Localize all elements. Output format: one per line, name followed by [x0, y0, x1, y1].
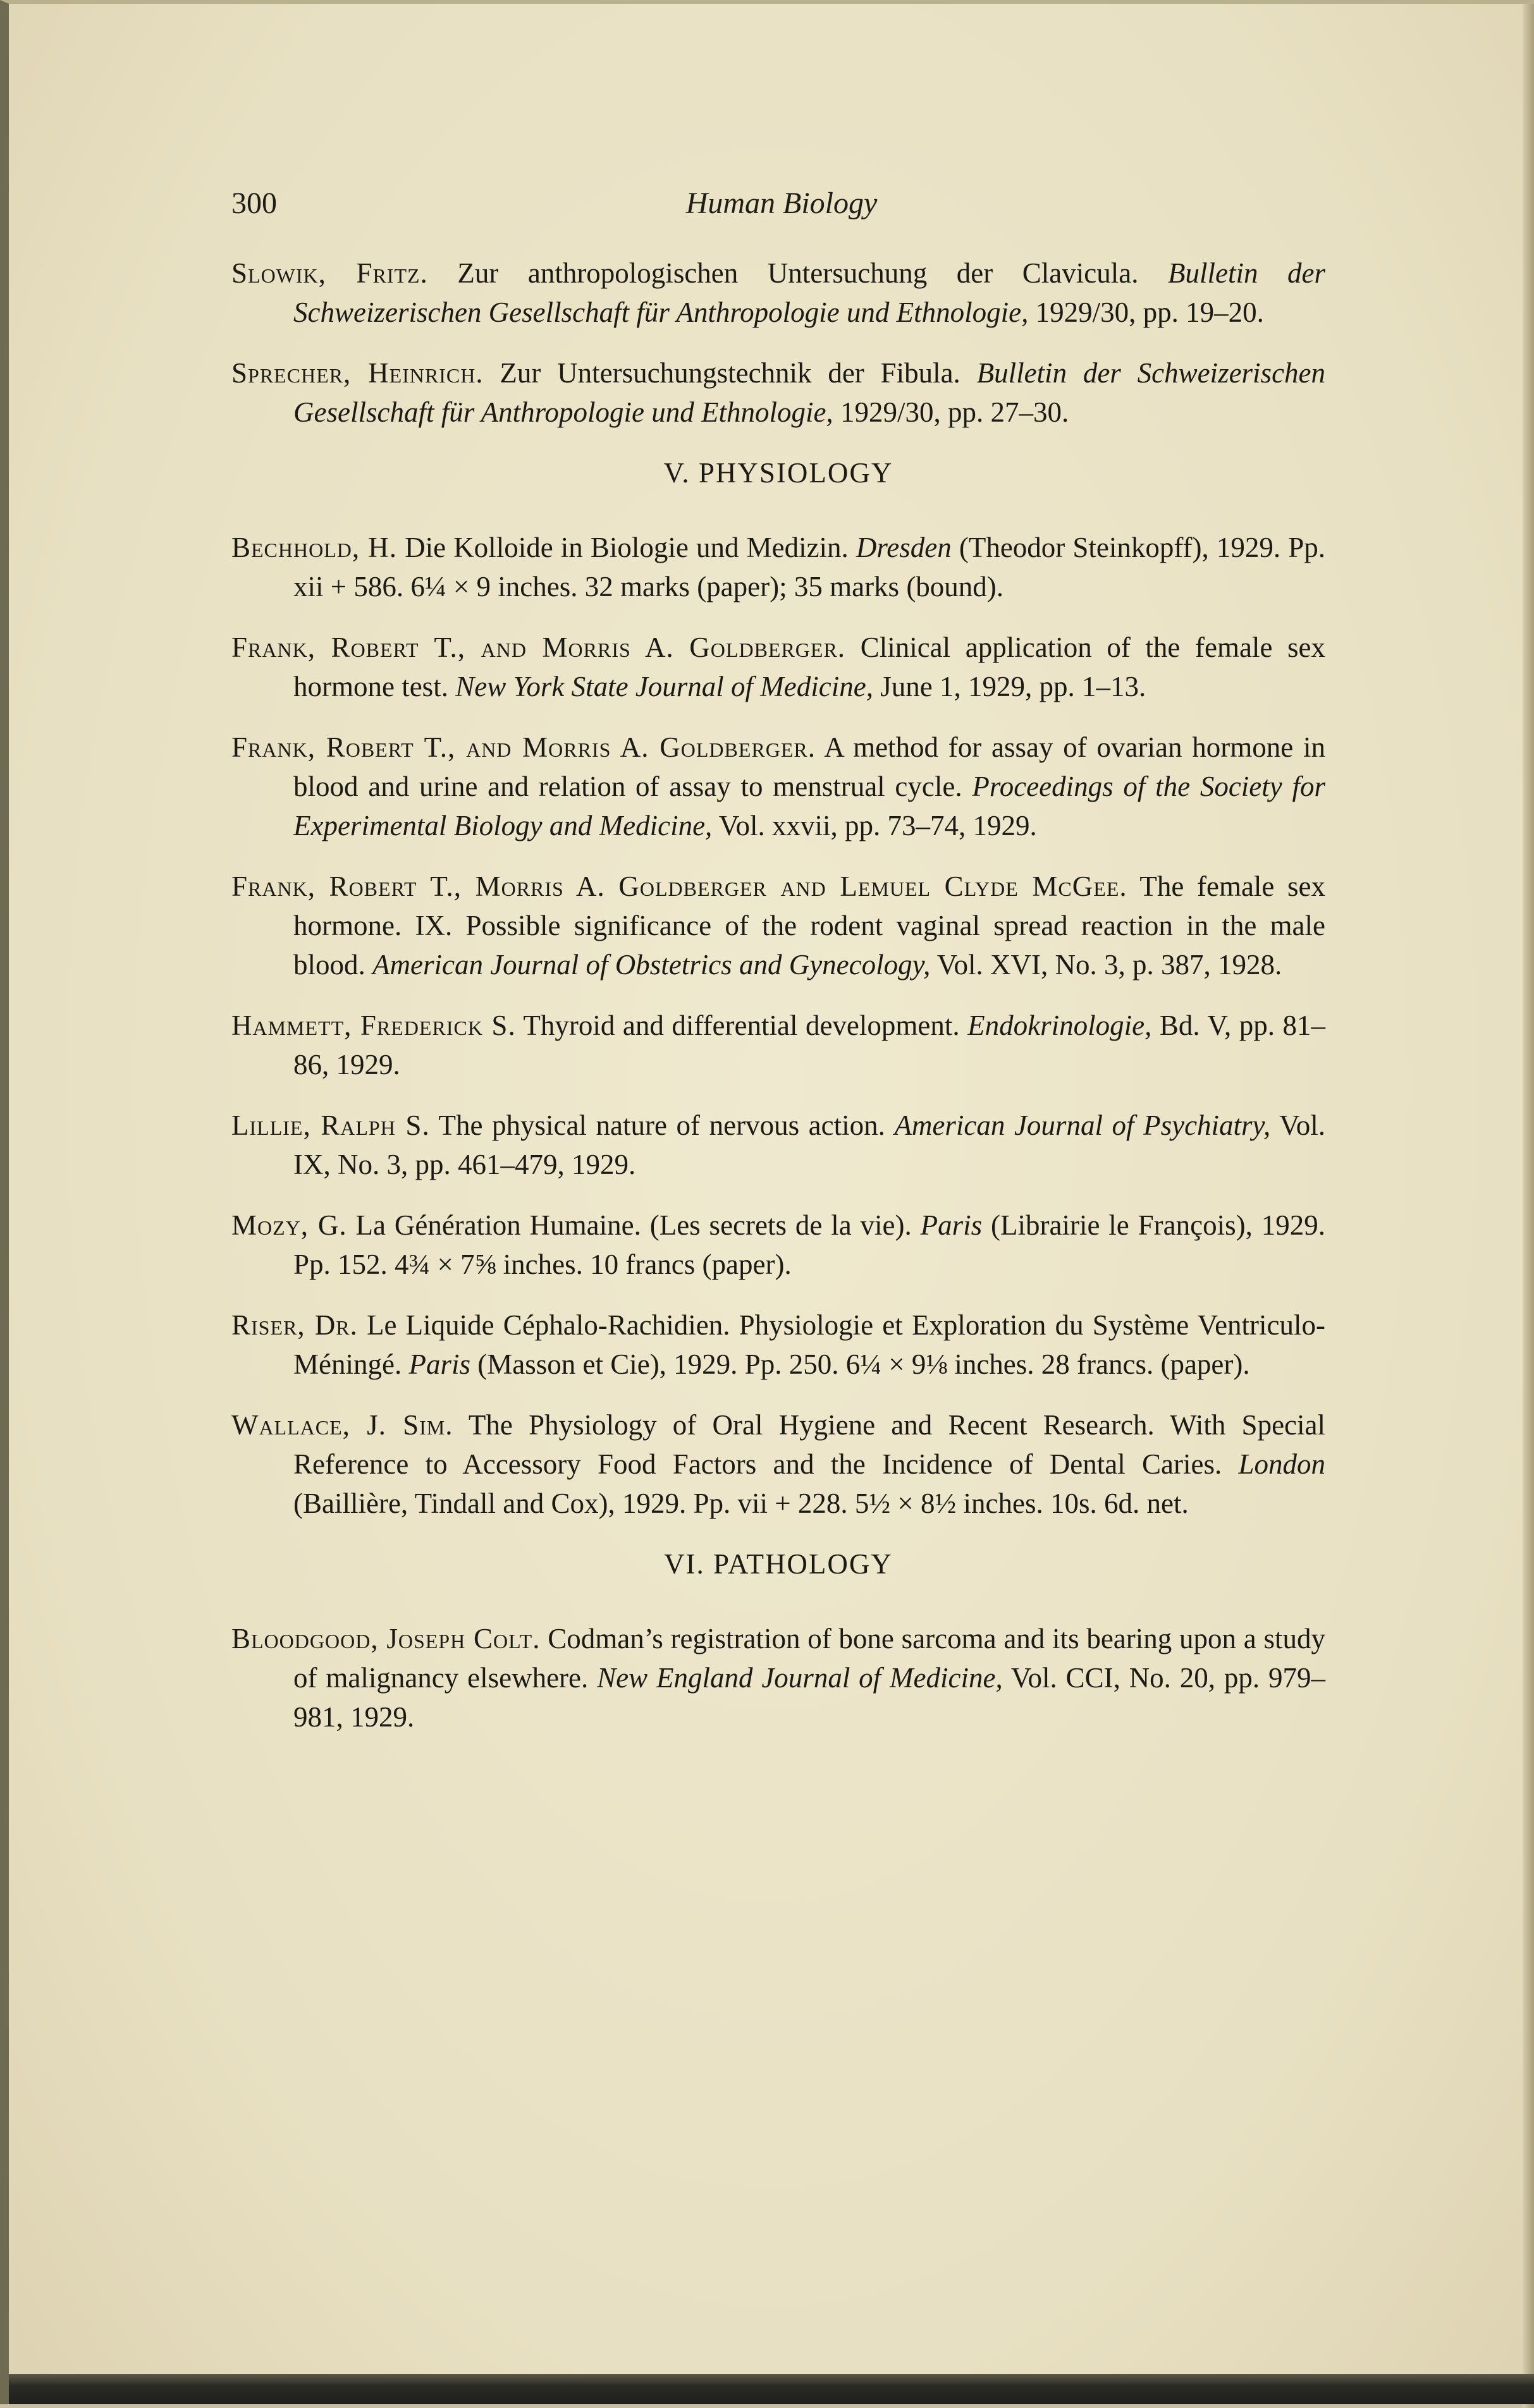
entry-author: Frank, Robert T., and Morris A. Goldberger. [231, 731, 816, 763]
section-heading: V. PHYSIOLOGY [663, 457, 893, 489]
entry-title: Clinical application of the female sex hormone test. [293, 632, 1326, 702]
bibliography-entry [231, 1305, 1325, 1384]
entry-author: Frank, Robert T., and Morris A. Goldberger. [231, 632, 846, 663]
bibliography-entry [231, 867, 1325, 984]
entry-journal: Paris [920, 1209, 983, 1241]
entry-title: Zur anthropologischen Untersuchung der Clavicula. [457, 257, 1139, 289]
bibliography-entry [231, 1206, 1325, 1284]
entry-author: Bloodgood, Joseph Colt. [231, 1623, 541, 1654]
entry-title: The physical nature of nervous action. [438, 1109, 885, 1141]
entry-journal: Proceedings of the Society for Experimental Biology and Medicine, [293, 771, 1326, 841]
entry-author: Hammett, Frederick S. [231, 1010, 516, 1041]
entry-title: A method for assay of ovarian hormone in blood and urine and relation of assay to menstrual cycle. [293, 731, 1325, 802]
entry-details: Vol. xxvii, pp. 73–74, 1929. [718, 810, 1037, 841]
entry-author: Riser, Dr. [231, 1309, 358, 1341]
bibliography-entry [231, 1106, 1325, 1184]
entry-details: (Masson et Cie), 1929. Pp. 250. 6¼ × 9⅛ inches. 28 francs. (paper). [477, 1348, 1250, 1380]
entry-journal: London [1238, 1448, 1325, 1480]
bibliography-entry [231, 1006, 1325, 1084]
entry-journal: Bulletin der Schweizerischen Gesellschaft für Anthropologie und Ethnologie, [293, 257, 1325, 328]
bibliography-entry [231, 1619, 1325, 1737]
entry-journal: New York State Journal of Medicine, [455, 671, 873, 702]
entry-details: Vol. CCI, No. 20, pp. 979–981, 1929. [293, 1662, 1325, 1733]
page-edge-shadow-right [1523, 4, 1534, 2408]
page-number: 300 [231, 186, 277, 220]
entry-author: Frank, Robert T., Morris A. Goldberger and Lemuel Clyde McGee. [231, 871, 1127, 902]
entry-title: Codman’s registration of bone sarcoma and its bearing upon a study of malignancy elsewhere. [293, 1623, 1326, 1694]
bibliography-entry [231, 728, 1325, 845]
entry-title: Thyroid and differential development. [523, 1010, 960, 1041]
bibliography-body [231, 254, 1325, 1758]
bibliography-entry [231, 628, 1325, 706]
entry-author: Lillie, Ralph S. [231, 1109, 430, 1141]
entry-author: Mozy, G. [231, 1209, 347, 1241]
journal-title: Human Biology [685, 186, 878, 220]
entry-author: Slowik, Fritz. [231, 257, 428, 289]
entry-details: 1929/30, pp. 19–20. [1035, 296, 1264, 328]
entry-journal: New England Journal of Medicine, [597, 1662, 1003, 1694]
entry-author: Bechhold, H. [231, 532, 397, 563]
running-head [231, 186, 1332, 230]
entry-details: (Baillière, Tindall and Cox), 1929. Pp. vii + 228. 5½ × 8½ inches. 10s. 6d. net. [293, 1488, 1189, 1519]
bibliography-entry [231, 528, 1325, 606]
entry-title: The Physiology of Oral Hygiene and Recent Research. With Special Reference to Accessory Food Factors and the Incidence of Dental Caries. [293, 1409, 1326, 1480]
entry-title: Die Kolloide in Biologie und Medizin. [405, 532, 849, 563]
scanner-bottom-edge [9, 2374, 1534, 2404]
entry-journal: Bulletin der Schweizerischen Gesellschaft für Anthropologie und Ethnologie, [293, 357, 1326, 428]
entry-journal: Endokrinologie, [967, 1010, 1152, 1041]
entry-journal: Paris [408, 1348, 470, 1380]
entry-details: Vol. IX, No. 3, pp. 461–479, 1929. [293, 1109, 1326, 1180]
entry-author: Wallace, J. Sim. [231, 1409, 453, 1441]
entry-title: Zur Untersuchungstechnik der Fibula. [500, 357, 960, 389]
entry-title: The female sex hormone. IX. Possible significance of the rodent vaginal spread reaction in the male blood. [293, 871, 1325, 981]
entry-details: (Theodor Steinkopff), 1929. Pp. xii + 586. 6¼ × 9 inches. 32 marks (paper); 35 marks (bound). [293, 532, 1326, 602]
entry-journal: Dresden [856, 532, 952, 563]
entry-title: La Génération Humaine. (Les secrets de la vie). [355, 1209, 912, 1241]
entry-details: 1929/30, pp. 27–30. [840, 396, 1069, 428]
entry-title: Le Liquide Céphalo-Rachidien. Physiologie et Exploration du Système Ventriculo-Méningé. [293, 1309, 1326, 1380]
section-heading: VI. PATHOLOGY [664, 1548, 893, 1580]
bibliography-entry [231, 1405, 1325, 1523]
entry-details: June 1, 1929, pp. 1–13. [880, 671, 1146, 702]
entry-journal: American Journal of Psychiatry, [894, 1109, 1271, 1141]
entry-journal: American Journal of Obstetrics and Gynecology, [372, 949, 931, 981]
entry-details: (Librairie le François), 1929. Pp. 152. 4¾ × 7⅝ inches. 10 francs (paper). [293, 1209, 1325, 1280]
entry-details: Bd. V, pp. 81–86, 1929. [293, 1010, 1326, 1080]
entry-details: Vol. XVI, No. 3, p. 387, 1928. [936, 949, 1282, 981]
bibliography-entry [231, 353, 1325, 432]
entry-author: Sprecher, Heinrich. [231, 357, 484, 389]
bibliography-entry [231, 254, 1325, 332]
